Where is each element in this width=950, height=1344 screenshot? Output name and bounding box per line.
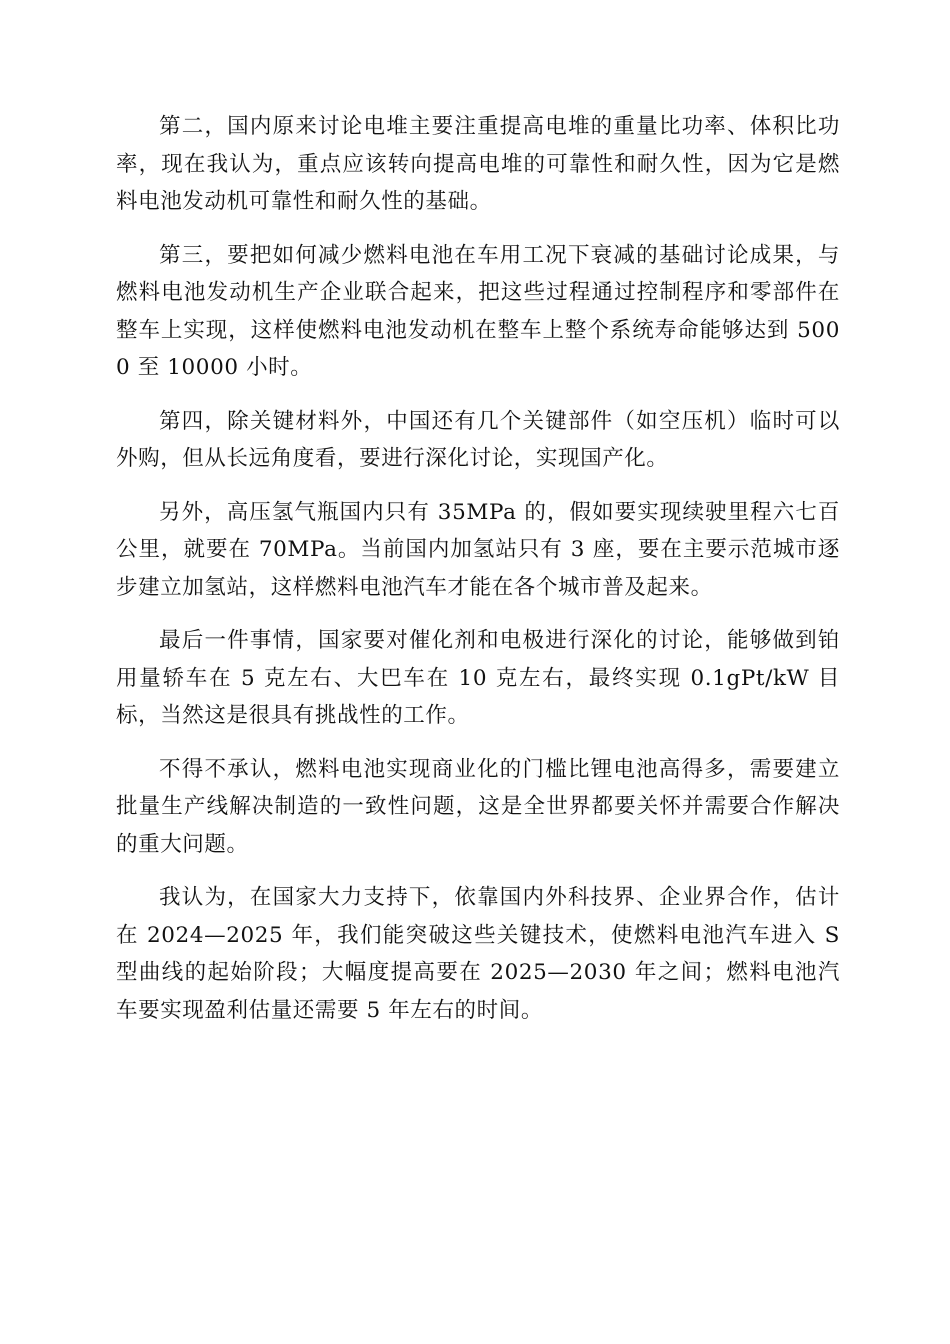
paragraph: 我认为，在国家大力支持下，依靠国内外科技界、企业界合作，估计在 2024—2025 年，我们能突破这些关键技术，使燃料电池汽车进入 S 型曲线的起始阶段；大幅度提高要在 2025—2030 年之间；燃料电池汽车要实现盈利估量还需要 5 年左右的时间。: [116, 885, 840, 1023]
paragraph: 第四，除关键材料外，中国还有几个关键部件（如空压机）临时可以外购，但从长远角度看，要进行深化讨论，实现国产化。: [116, 408, 840, 471]
paragraph: 另外，高压氢气瓶国内只有 35MPa 的，假如要实现续驶里程六七百公里，就要在 70MPa。当前国内加氢站只有 3 座，要在主要示范城市逐步建立加氢站，这样燃料电池汽车才能在各个城市普及起来。: [116, 499, 840, 600]
paragraph: 第三，要把如何减少燃料电池在车用工况下衰减的基础讨论成果，与燃料电池发动机生产企业联合起来，把这些过程通过控制程序和零部件在整车上实现，这样使燃料电池发动机在整车上整个系统寿命能够达到 5000 至 10000 小时。: [116, 242, 840, 380]
paragraph: 第二，国内原来讨论电堆主要注重提高电堆的重量比功率、体积比功率，现在我认为，重点应该转向提高电堆的可靠性和耐久性，因为它是燃料电池发动机可靠性和耐久性的基础。: [116, 114, 840, 214]
document-body: [116, 108, 840, 1045]
paragraph: 最后一件事情，国家要对催化剂和电极进行深化的讨论，能够做到铂用量轿车在 5 克左右、大巴车在 10 克左右，最终实现 0.1gPt/kW 目标，当然这是很具有挑战性的工作。: [116, 628, 840, 728]
paragraph: 不得不承认，燃料电池实现商业化的门槛比锂电池高得多，需要建立批量生产线解决制造的一致性问题，这是全世界都要关怀并需要合作解决的重大问题。: [116, 756, 840, 857]
